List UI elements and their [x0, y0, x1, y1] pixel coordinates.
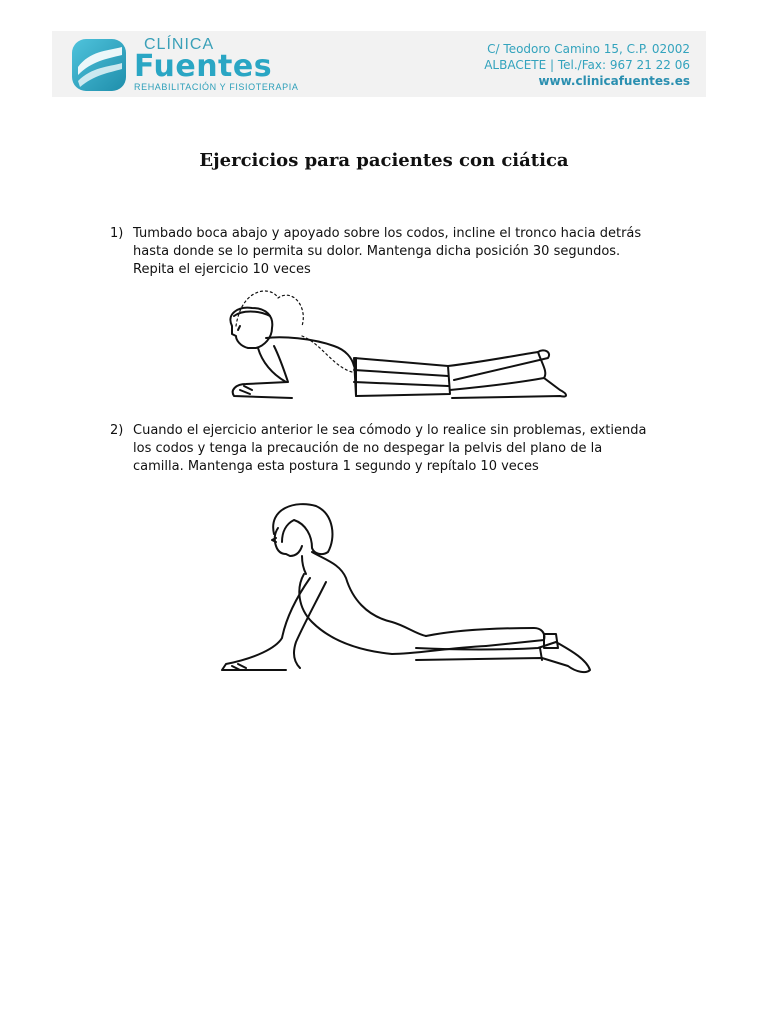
logo-main-text: Fuentes: [134, 49, 273, 84]
prone-press-up-figure: [216, 498, 598, 678]
website-link[interactable]: www.clinicafuentes.es: [538, 74, 690, 88]
clinic-logo-icon: [70, 37, 128, 93]
exercise-number: 1): [110, 226, 124, 241]
address-line-2: ALBACETE | Tel./Fax: 967 21 22 06: [484, 58, 690, 72]
prone-elbows-figure: [222, 286, 574, 408]
clinic-logo-text: [134, 37, 298, 93]
logo-sub-text: REHABILITACIÓN Y FISIOTERAPIA: [134, 82, 299, 92]
address-line-1: C/ Teodoro Camino 15, C.P. 02002: [487, 42, 690, 56]
exercise-text: Cuando el ejercicio anterior le sea cómodo y lo realice sin problemas, extienda los codos y tenga la precaución de no despegar la pelvis del plano de la camilla. Mantenga esta postura 1 segundo y repítalo 10 veces: [133, 423, 647, 474]
logo-top-text: CLÍNICA: [144, 36, 215, 53]
clinic-contact: [484, 41, 690, 89]
document-title: Ejercicios para pacientes con ciática: [199, 150, 569, 171]
exercise-text: Tumbado boca abajo y apoyado sobre los codos, incline el tronco hacia detrás hasta donde se lo permita su dolor. Mantenga dicha posición 30 segundos. Repita el ejercicio 10 veces: [133, 226, 642, 277]
exercise-number: 2): [110, 423, 124, 438]
clinic-header: [52, 31, 706, 97]
